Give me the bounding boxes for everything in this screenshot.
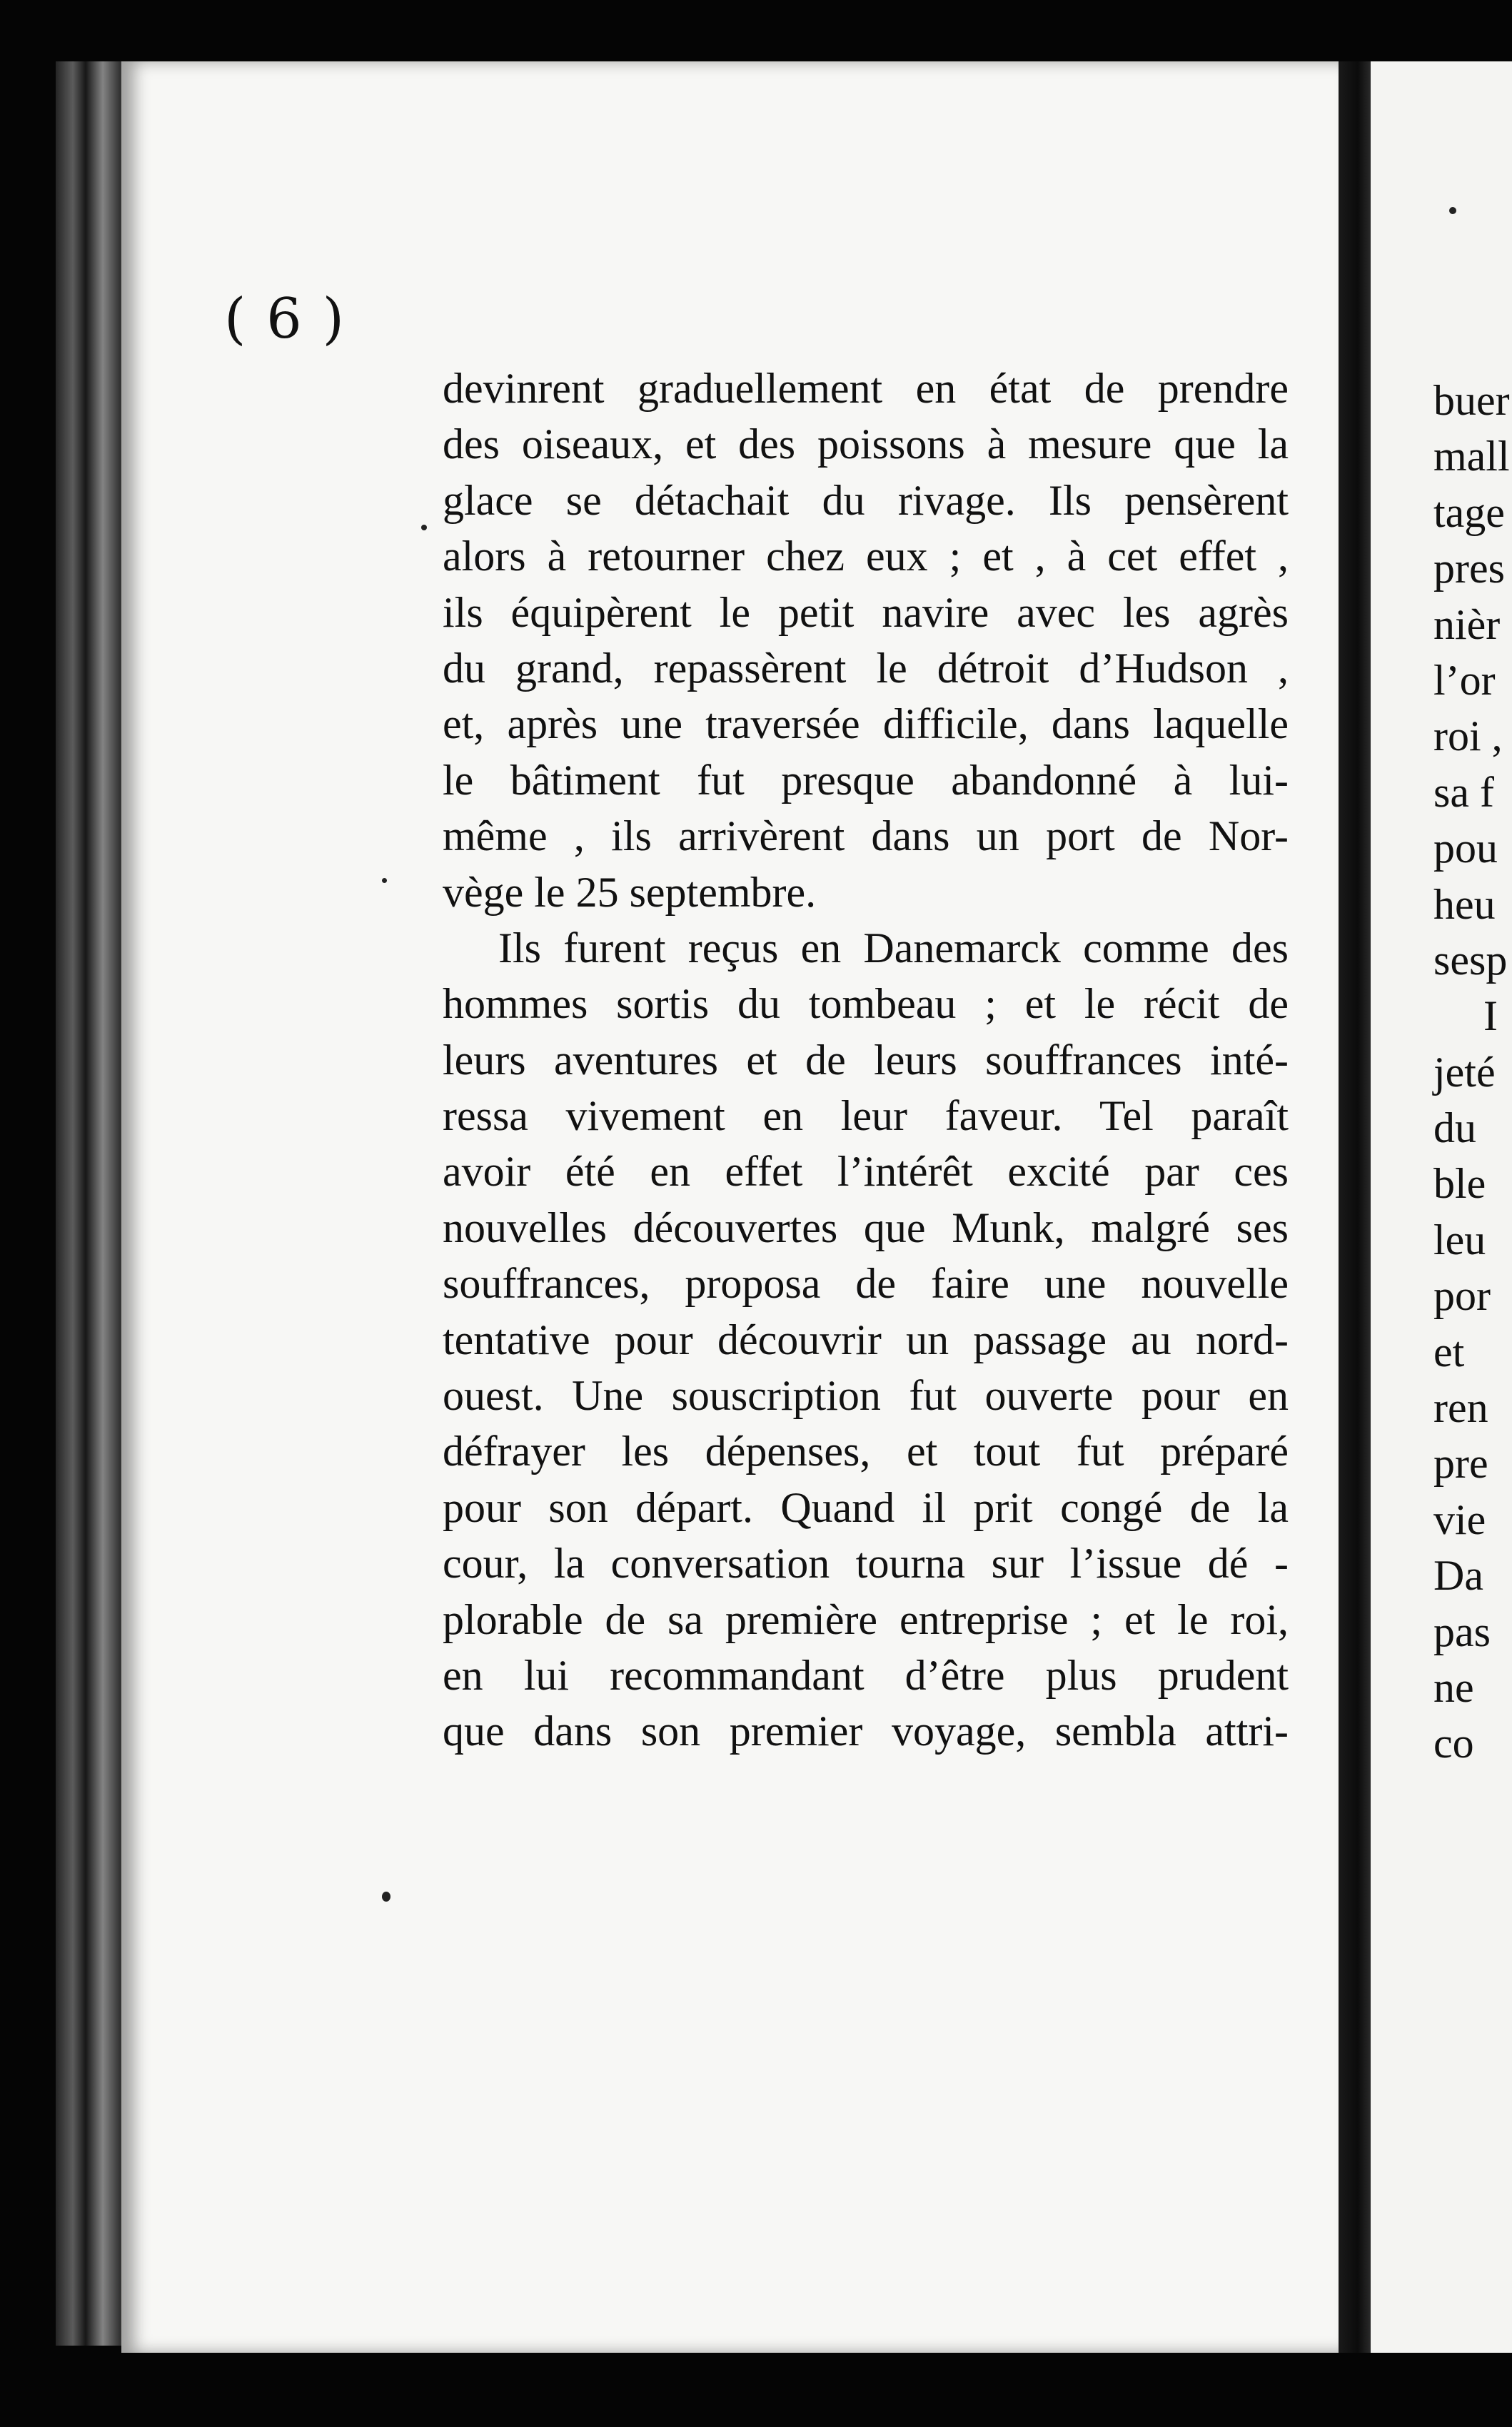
- text-line: pour son départ. Quand il prit congé de la: [443, 1483, 1289, 1531]
- text-line: plorable de sa première entreprise ; et le roi,: [443, 1595, 1289, 1643]
- text-line: nouvelles découvertes que Munk, malgré ses: [443, 1204, 1289, 1251]
- text-fragment: ne: [1433, 1663, 1474, 1711]
- text-fragment: mall: [1433, 433, 1510, 480]
- text-fragment: tage: [1433, 488, 1505, 536]
- text-line: que dans son premier voyage, sembla attri-: [443, 1707, 1289, 1755]
- text-line: le bâtiment fut presque abandonné à lui-: [443, 756, 1289, 804]
- text-fragment: nièr: [1433, 600, 1501, 648]
- text-fragment: roi ,: [1433, 712, 1503, 760]
- right-page-text: [1433, 373, 1512, 1772]
- text-fragment: l’or: [1433, 656, 1496, 704]
- text-line: hommes sortis du tombeau ; et le récit de: [443, 980, 1289, 1028]
- text-fragment: pou: [1433, 824, 1498, 872]
- text-fragment: leu: [1433, 1216, 1486, 1263]
- text-fragment: I: [1483, 992, 1498, 1040]
- text-line: tentative pour découvrir un passage au nord-: [443, 1316, 1289, 1363]
- page-number: ( 6 ): [223, 287, 346, 351]
- text-line: même , ils arrivèrent dans un port de Nor-: [443, 812, 1289, 860]
- text-fragment: jeté: [1433, 1048, 1496, 1096]
- text-line: du grand, repassèrent le détroit d’Hudson ,: [443, 644, 1289, 692]
- text-line: défrayer les dépenses, et tout fut préparé: [443, 1428, 1289, 1475]
- text-fragment: du: [1433, 1104, 1476, 1152]
- text-line: ils équipèrent le petit navire avec les agrès: [443, 588, 1289, 636]
- text-line: Ils furent reçus en Danemarck comme des: [498, 924, 1289, 972]
- text-fragment: pres: [1433, 545, 1505, 592]
- ink-speck: [1449, 207, 1456, 214]
- text-fragment: ren: [1433, 1384, 1488, 1432]
- text-line: cour, la conversation tourna sur l’issue dé -: [443, 1540, 1289, 1588]
- text-fragment: ble: [1433, 1160, 1486, 1208]
- text-fragment: co: [1433, 1720, 1474, 1767]
- text-fragment: Da: [1433, 1552, 1483, 1600]
- text-line: vège le 25 septembre.: [443, 868, 817, 916]
- text-fragment: heu: [1433, 880, 1496, 928]
- text-line: avoir été en effet l’intérêt excité par ces: [443, 1148, 1289, 1196]
- ink-speck: [382, 1892, 390, 1902]
- text-fragment: pre: [1433, 1440, 1488, 1488]
- text-fragment: et: [1433, 1328, 1465, 1376]
- text-line: souffrances, proposa de faire une nouvelle: [443, 1260, 1289, 1308]
- text-fragment: por: [1433, 1272, 1491, 1320]
- text-line: ouest. Une souscription fut ouverte pour en: [443, 1372, 1289, 1420]
- book-gutter: [1339, 61, 1371, 2353]
- text-line: des oiseaux, et des poissons à mesure que la: [443, 420, 1289, 468]
- text-line: leurs aventures et de leurs souffrances inté-: [443, 1036, 1289, 1084]
- text-fragment: sesp: [1433, 936, 1508, 984]
- text-fragment: vie: [1433, 1495, 1486, 1543]
- ink-speck: [421, 525, 427, 530]
- text-line: et, après une traversée difficile, dans laquelle: [443, 700, 1289, 748]
- text-fragment: pas: [1433, 1608, 1491, 1655]
- text-fragment: buer: [1433, 377, 1510, 424]
- text-line: en lui recommandant d’être plus prudent: [443, 1651, 1289, 1699]
- ink-speck: [382, 878, 387, 883]
- text-line: alors à retourner chez eux ; et , à cet effet ,: [443, 533, 1289, 580]
- text-line: devinrent graduellement en état de prendre: [443, 365, 1289, 412]
- body-text: [443, 360, 1289, 1760]
- text-line: glace se détachait du rivage. Ils pensèrent: [443, 476, 1289, 524]
- text-fragment: sa f: [1433, 768, 1494, 816]
- text-line: ressa vivement en leur faveur. Tel paraît: [443, 1092, 1289, 1140]
